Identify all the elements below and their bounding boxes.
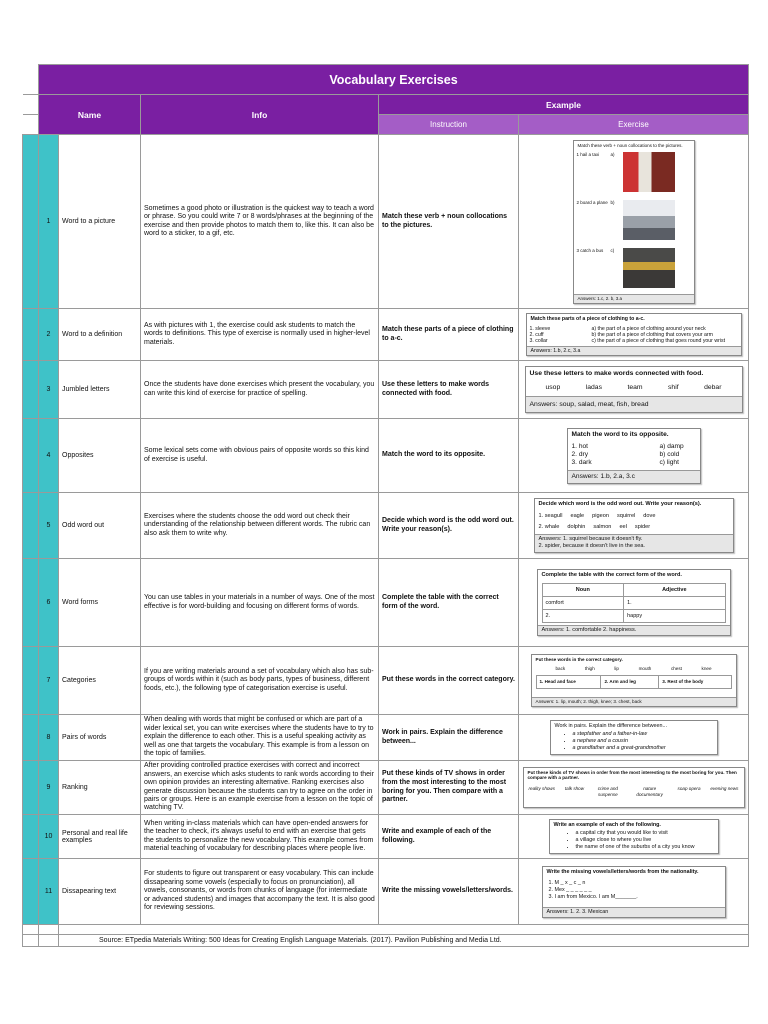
table-row [23,761,749,815]
row-name: Categories [59,647,141,715]
row-info: As with pictures with 1, the exercise could ask students to match the words to definitions. This type of exercise is normally used in higher-level materials. [141,309,379,361]
row-instruction: Decide which word is the odd word out. Write your reason(s). [379,493,519,559]
row-number: 5 [39,493,59,559]
row-info: Once the students have done exercises which present the vocabulary, you can write this kind of exercise for practice of spelling. [141,361,379,419]
exercise-card: Put these words in the correct category. back thigh lip mouth chest knee 1. Head and face 2. Arm and leg 3. Rest of the body Answers: 1. lip, mouth; 2. thigh, knee; 3. chest, back [531,654,737,707]
row-info: Exercises where the students choose the odd word out check their understanding of the relationship between different words. The rubric can also ask them to write why. [141,493,379,559]
row-name: Word to a picture [59,135,141,309]
photo-plane [623,200,675,240]
row-number: 3 [39,361,59,419]
row-number: 6 [39,559,59,647]
row-number: 1 [39,135,59,309]
row-instruction: Use these letters to make words connected with food. [379,361,519,419]
table-row [23,361,749,419]
table-row [23,419,749,493]
row-instruction: Match these verb + noun collocations to the pictures. [379,135,519,309]
row-instruction: Work in pairs. Explain the difference between... [379,715,519,761]
table-row [23,815,749,859]
row-name: Pairs of words [59,715,141,761]
row-number: 11 [39,859,59,925]
row-name: Opposites [59,419,141,493]
row-instruction: Put these kinds of TV shows in order from the most interesting to the most boring for you. Then compare with a partner. [379,761,519,815]
exercise-card: Complete the table with the correct form of the word. Noun Adjective comfort 1. 2. happy Answers: 1. comfortable 2. happiness. [537,569,731,636]
exercise-card: Decide which word is the odd word out. Write your reason(s). 1. seagull eagle pigeon squirrel dove 2. whale dolphin salmon eel spider Answers: 1. squirrel because it doesn't fly. 2. spider, because it doesn't live in the sea. [534,498,734,553]
row-name: Jumbled letters [59,361,141,419]
table-row [23,493,749,559]
row-info: Some lexical sets come with obvious pairs of opposite words so this kind of exercise is useful. [141,419,379,493]
row-info: When dealing with words that might be confused or which are part of a wider lexical set, you can write exercises where the students have to try to explain the difference to each other. This is a useful speaking activity as well as one that targets the vocabulary. This example is from a lesson on the topic of families. [141,715,379,761]
row-info: Sometimes a good photo or illustration is the quickest way to teach a word or phrase. So you could write 7 or 8 words/phrases at the beginning of the exercise and then provide photos to match them to, like this. It can also be word to a sticker, to a gif, etc. [141,135,379,309]
row-name: Word to a definition [59,309,141,361]
table-row [23,715,749,761]
exercise-card: Use these letters to make words connected with food. usop ladas team shif debar Answers: soup, salad, meat, fish, bread [525,366,743,413]
table-row [23,559,749,647]
row-number: 7 [39,647,59,715]
photo-bus [623,248,675,288]
exercise-card: Write the missing vowels/letters/words from the nationality. 1. M _ x _ c _ n 2. Mex _ _ _ _ _ _ 3. I am from Mexico. I am M_______. Answers: 1. 2. 3. Mexican [542,866,726,918]
exercise-card: Write an example of each of the following. • a capital city that you would like to visit • a village close to where you live • the name of one of the suburbs of a city you know [549,819,719,854]
row-instruction: Match the word to its opposite. [379,419,519,493]
photo-taxi [623,152,675,192]
row-instruction: Write the missing vowels/letters/words. [379,859,519,925]
row-number: 10 [39,815,59,859]
header-name: Name [39,95,141,135]
row-number: 4 [39,419,59,493]
exercise-card: Work in pairs. Explain the difference between... • a stepfather and a father-in-law • a nephew and a cousin • a grandfather and a great-grandmother [550,720,718,755]
row-name: Dissapearing text [59,859,141,925]
exercise-card: Match these verb + noun collocations to the pictures. 1 hail a taxi a) 2 board a plane b) 3 catch a bus c) Answers: 1.c, 2. b, 3.a [573,140,695,304]
row-info: If you are writing materials around a set of vocabulary which also has sub-groups of words within it (such as body parts, types of business, different foods, etc.), the following type of categorisation exercise is useful. [141,647,379,715]
row-instruction: Put these words in the correct category. [379,647,519,715]
row-info: You can use tables in your materials in a number of ways. One of the most effective is for word-building and focusing on different forms of words. [141,559,379,647]
row-number: 8 [39,715,59,761]
vocabulary-table [22,64,749,947]
row-number: 9 [39,761,59,815]
row-instruction: Complete the table with the correct form of the word. [379,559,519,647]
row-name: Odd word out [59,493,141,559]
header-instruction: Instruction [379,115,519,135]
table-row [23,135,749,309]
row-info: When writing in-class materials which can have open-ended answers for the teacher to check, it's always useful to end with an exercise that gets the students to personalize the new vocabulary. This example comes from material teaching of vocabulary for describing places where people live. [141,815,379,859]
row-instruction: Match these parts of a piece of clothing to a-c. [379,309,519,361]
row-name: Ranking [59,761,141,815]
source-note: Source: ETpedia Materials Writing: 500 Ideas for Creating English Language Materials. (2017). Pavilion Publishing and Media Ltd. [59,935,749,947]
row-number: 2 [39,309,59,361]
row-name: Personal and real life examples [59,815,141,859]
row-instruction: Write and example of each of the following. [379,815,519,859]
exercise-card: Put these kinds of TV shows in order from the most interesting to the most boring for you. Then compare with a partner. reality shows talk show crime and suspense nature documentary soap opera evening news [523,767,745,808]
row-name: Word forms [59,559,141,647]
table-row [23,859,749,925]
row-info: For students to figure out transparent or easy vocabulary. This can include dissapearing some vowels (especially to focus on pronunciation), all vowels, consonants, or words from chunks of language (for intermediate or advanced students) and images that accompany the text. It is also good for reviewing sessions. [141,859,379,925]
header-example: Example [379,95,749,115]
row-info: After providing controlled practice exercises with correct and incorrect answers, an exercise which asks students to rank words according to their own opinion provides an interesting alternative. Ranking exercises also generate discussion because the students can try to agree on the order in pairs or groups. Here is an example exercise from a lesson on the topic of watching TV. [141,761,379,815]
exercise-card: Match the word to its opposite. 1. hot 2. dry 3. dark a) damp b) cold c) light Answers: 1.b, 2.a, 3.c [567,428,701,484]
header-exercise: Exercise [519,115,749,135]
exercise-card: Match these parts of a piece of clothing to a-c. 1. sleeve 2. cuff 3. collar a) the part of a piece of clothing around your neck b) the part of a piece of clothing that covers your arm c) the part of a piece of clothing that goes round your wrist Answers: 1.b, 2.c, 3.a [526,313,742,356]
header-info: Info [141,95,379,135]
table-row [23,647,749,715]
page-title: Vocabulary Exercises [39,65,749,95]
table-row [23,309,749,361]
